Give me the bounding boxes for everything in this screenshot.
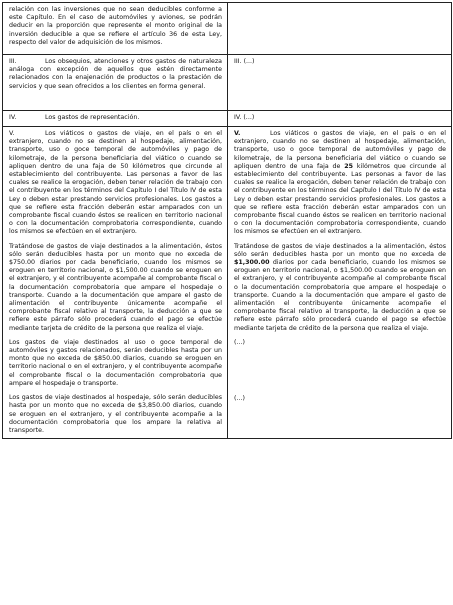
fraction-text: Los viáticos o gastos de viaje, en el país o en el extranjero, cuando no se destinen al hospedaje, alimentación, transporte, uso o goce temporal de automóviles y pago de kilometraje, de la persona beneficiaria del viático o cuando se apliquen dentro de una faja de 50 kilómetros que circunde al establecimiento del contribuyente. Las personas a favor de las cuales se realice la erogación, deben tener relación de trabajo con el contribuyente en los términos del Capítulo I del Título IV de esta Ley o deben estar prestando servicios profesionales. Los gastos a que se refiere esta fracción deberán estar amparados con un comprobante fiscal cuando éstos se realicen en territorio nacional o con la documentación comprobatoria correspondiente, cuando los mismos se efectúen en el extranjero.	[9, 130, 222, 236]
comparison-table	[2, 2, 452, 439]
current-text-cell	[3, 55, 228, 111]
highlighted-change: $1,300.00	[234, 259, 270, 267]
paragraph: III. (...)	[234, 58, 255, 65]
fraction-text: Los gastos de representación.	[45, 114, 140, 121]
fraction-number: V.	[234, 130, 241, 137]
proposed-text-cell	[228, 127, 452, 439]
current-text-cell	[3, 111, 228, 127]
table-row	[3, 55, 452, 111]
paragraph	[9, 58, 222, 91]
text-run: Tratándose de gastos de viaje destinados a la alimentación, éstos sólo serán deducibles hasta por un monto que no exceda de	[234, 242, 446, 258]
table-row	[3, 127, 452, 439]
proposed-text-cell	[228, 55, 452, 111]
paragraph: Los gastos de viaje destinados al uso o goce temporal de automóviles y gastos relacionados, serán deducibles hasta por un monto que no exceda de $850.00 diarios, cuando se eroguen en territorio nacional o en el extranjero, y el contribuyente acompañe el comprobante fiscal o la documentación comprobatoria que ampare el hospedaje o transporte.	[9, 338, 222, 387]
paragraph	[9, 130, 222, 237]
proposed-text-cell	[228, 3, 452, 55]
paragraph: Tratándose de gastos de viaje destinados a la alimentación, éstos sólo serán deducibles hasta por un monto que no exceda de $750.00 diarios por cada beneficiario, cuando los mismos se eroguen en territorio nacional, o $1,500.00 cuando se eroguen en el extranjero, y el contribuyente acompañe al comprobante fiscal o la documentación comprobatoria que ampare el hospedaje o transporte. Cuando a la documentación que ampare el gasto de alimentación el contribuyente únicamente acompañe el comprobante fiscal relativo al transporte, la deducción a que se refiere este párrafo sólo procederá cuando el pago se efectúe mediante tarjeta de crédito de la persona que realiza el viaje.	[9, 242, 222, 332]
paragraph	[234, 130, 446, 237]
fraction-number: V.	[9, 130, 15, 137]
paragraph: relación con las inversiones que no sean deducibles conforme a este Capítulo. En el caso de automóviles y aviones, se podrán deducir en la proporción que represente el monto original de la inversión deducible a que se refiere el artículo 36 de esta Ley, respecto del valor de adquisición de los mismos.	[9, 6, 222, 46]
current-text-cell	[3, 127, 228, 439]
paragraph: (...)	[234, 338, 245, 346]
text-run: Los viáticos o gastos de viaje, en el país o en el extranjero, cuando no se destinen al hospedaje, alimentación, transporte, uso o goce temporal de automóviles y pago de kilometraje, de la persona beneficiaria del viático o cuando se apliquen dentro de una faja de	[234, 130, 446, 170]
paragraph	[9, 114, 222, 122]
paragraph: (...)	[234, 394, 245, 402]
proposed-text-cell	[228, 111, 452, 127]
table-row	[3, 3, 452, 55]
paragraph	[234, 243, 446, 333]
fraction-number: III.	[9, 58, 17, 65]
text-run: kilómetros que circunde al establecimiento del contribuyente. Las personas a favor de las cuales se realice la erogación, deben tener relación de trabajo con el contribuyente en los términos del Capítulo I del Título IV de esta Ley o deben estar prestando servicios profesionales. Los gastos a que se refiere esta fracción deberán estar amparados con un comprobante fiscal cuando éstos se realicen en territorio nacional o con la documentación comprobatoria correspondiente, cuando los mismos se efectúen en el extranjero.	[234, 162, 446, 236]
text-run: diarios por cada beneficiario, cuando los mismos se eroguen en territorio nacional, o $1,500.00 cuando se eroguen en el extranjero, y el contribuyente acompañe al comprobante fiscal o la documentación comprobatoria que ampare el hospedaje o transporte. Cuando a la documentación que ampare el gasto de alimentación el contribuyente únicamente acompañe el comprobante fiscal relativo al transporte, la deducción a que se refiere este párrafo sólo procederá cuando el pago se efectúe mediante tarjeta de crédito de la persona que realiza el viaje.	[234, 259, 446, 332]
paragraph: Los gastos de viaje destinados al hospedaje, sólo serán deducibles hasta por un monto que no exceda de $3,850.00 diarios, cuando se eroguen en el extranjero, y el contribuyente acompañe a la documentación comprobatoria que los ampare la relativa al transporte.	[9, 394, 222, 434]
paragraph: IV. (...)	[234, 114, 255, 121]
fraction-text: Los obsequios, atenciones y otros gastos de naturaleza análoga con excepción de aquellos que estén directamente relacionados con la enajenación de productos o la prestación de servicios y que sean ofrecidos a los clientes en forma general.	[9, 58, 222, 90]
fraction-number: IV.	[9, 114, 17, 121]
current-text-cell	[3, 3, 228, 55]
highlighted-change: 25	[344, 162, 354, 170]
table-row	[3, 111, 452, 127]
